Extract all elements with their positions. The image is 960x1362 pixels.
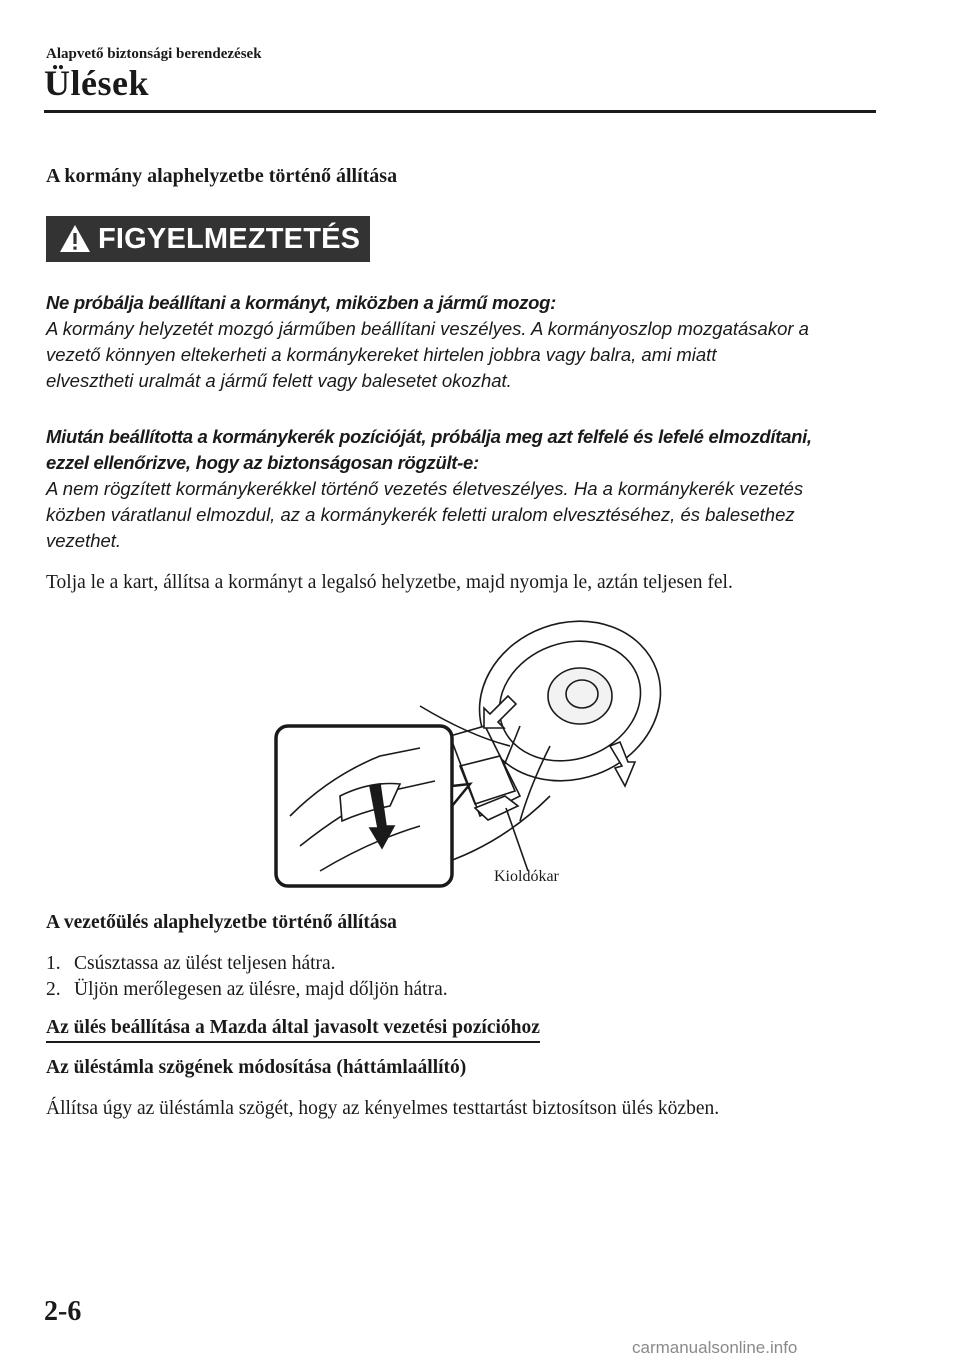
section-heading-driver-seat: A vezetőülés alaphelyzetbe történő állítása — [46, 912, 397, 933]
section-heading-steering: A kormány alaphelyzetbe történő állítása — [46, 165, 398, 187]
list-number: 1. — [46, 953, 61, 974]
instruction-text: Tolja le a kart, állítsa a kormányt a legalsó helyzetbe, majd nyomja le, aztán teljesen fel. — [46, 572, 733, 593]
seatback-text: Állítsa úgy az üléstámla szögét, hogy az kényelmes testtartást biztosítson ülés közben. — [46, 1098, 720, 1119]
warning2-line: közben váratlanul elmozdul, az a kormánykerék feletti uralom elvesztéséhez, és balesethez — [46, 504, 795, 525]
page-title: Ülések — [44, 63, 149, 103]
list-item — [46, 979, 448, 1001]
warning1-line: A kormány helyzetét mozgó járműben beállítani veszélyes. A kormányoszlop mozgatásakor a — [46, 318, 809, 339]
breadcrumb: Alapvető biztonsági berendezések — [46, 46, 262, 62]
list-text: Üljön merőlegesen az ülésre, majd dőljön hátra. — [74, 979, 448, 1000]
title-rule — [44, 110, 876, 113]
steering-release-lever-illustration — [270, 616, 690, 891]
list-item — [46, 953, 336, 975]
figure-label: Kioldókar — [494, 868, 559, 885]
warning-triangle-icon — [58, 222, 92, 256]
warning2-title: Miután beállította a kormánykerék pozícióját, próbálja meg azt felfelé és lefelé elmozdítani, — [46, 426, 812, 447]
warning2-title: ezzel ellenőrizve, hogy az biztonságosan rögzült-e: — [46, 452, 479, 473]
warning-banner — [46, 216, 370, 262]
warning1-line: vezető könnyen eltekerheti a kormánykereket hirtelen jobbra vagy balra, ami miatt — [46, 344, 717, 365]
list-number: 2. — [46, 979, 61, 1000]
warning2-line: vezethet. — [46, 530, 122, 551]
warning2 — [46, 424, 886, 554]
warning2-line: A nem rögzített kormánykerékkel történő vezetés életveszélyes. Ha a kormánykerék vezetés — [46, 478, 804, 499]
warning1 — [46, 290, 886, 394]
warning1-title: Ne próbálja beállítani a kormányt, miközben a jármű mozog: — [46, 292, 556, 313]
section-heading-seatback: Az üléstámla szögének módosítása (háttámlaállító) — [46, 1057, 467, 1078]
section-link-mazda-position[interactable]: Az ülés beállítása a Mazda által javasolt vezetési pozícióhoz — [46, 1017, 540, 1043]
list-text: Csúsztassa az ülést teljesen hátra. — [74, 953, 336, 974]
warning-label: FIGYELMEZTETÉS — [98, 222, 361, 255]
warning1-line: elvesztheti uralmát a jármű felett vagy balesetet okozhat. — [46, 370, 512, 391]
watermark: carmanualsonline.info — [632, 1338, 798, 1357]
page-number: 2-6 — [44, 1296, 82, 1327]
